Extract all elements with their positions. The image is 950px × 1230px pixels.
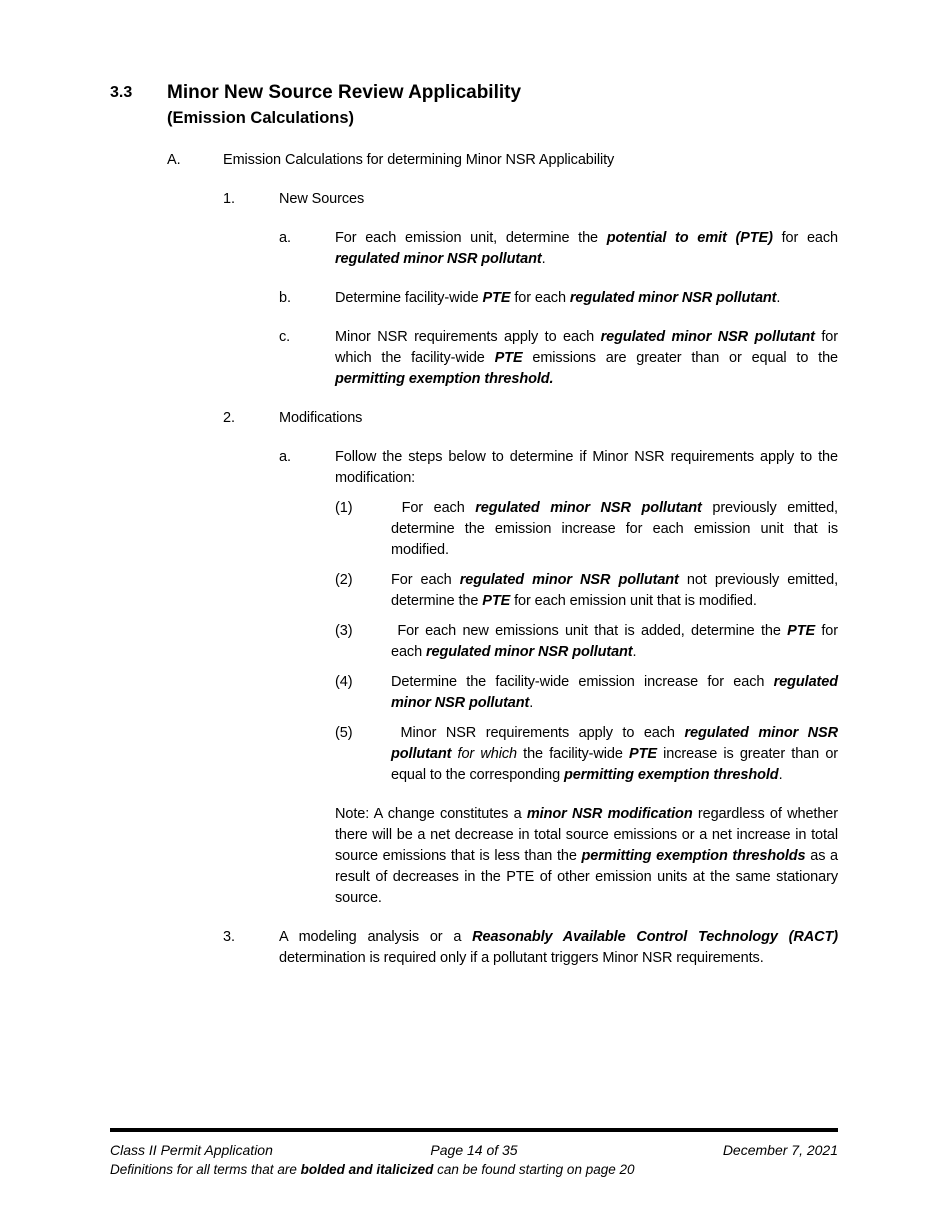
section-title: Minor New Source Review Applicability bbox=[167, 82, 522, 103]
section-number: 3.3 bbox=[110, 84, 133, 101]
item-label: 1. bbox=[223, 191, 235, 207]
list-item-1 bbox=[223, 189, 838, 210]
page-footer bbox=[110, 1128, 838, 1179]
item-body: Minor NSR requirements apply to each regulated minor NSR pollutant for which the facility-wide PTE increase is greater than or equal to the corresponding permitting exemption threshold. bbox=[391, 725, 839, 783]
item-body: Determine the facility-wide emission increase for each regulated minor NSR pollutant. bbox=[391, 674, 838, 711]
footer-document-title: Class II Permit Application bbox=[110, 1142, 273, 1158]
item-body: Determine facility-wide PTE for each regulated minor NSR pollutant. bbox=[335, 290, 781, 306]
list-item-A bbox=[167, 150, 838, 171]
item-label: 3. bbox=[223, 929, 235, 945]
list-item-2 bbox=[223, 408, 838, 429]
item-label: c. bbox=[279, 329, 291, 345]
item-label: (2) bbox=[335, 572, 353, 588]
item-label: a. bbox=[279, 449, 291, 465]
item-label: (1) bbox=[335, 500, 353, 516]
list-item-2a-3 bbox=[335, 621, 838, 663]
list-item-2a-1 bbox=[335, 498, 838, 561]
item-label: b. bbox=[279, 290, 291, 306]
footer-definitions-note: Definitions for all terms that are bolded and italicized can be found starting on page 20 bbox=[110, 1162, 635, 1177]
list-item-2a-2 bbox=[335, 570, 838, 612]
item-body: For each new emissions unit that is added, determine the PTE for each regulated minor NSR pollutant. bbox=[391, 623, 838, 660]
section-heading bbox=[110, 80, 838, 129]
footer-page-number: Page 14 of 35 bbox=[430, 1142, 518, 1158]
item-body: Modifications bbox=[279, 410, 363, 426]
list-item-1b bbox=[279, 288, 838, 309]
list-item-1a bbox=[279, 228, 838, 270]
list-item-3 bbox=[223, 927, 838, 969]
item-label: (4) bbox=[335, 674, 353, 690]
item-body: For each regulated minor NSR pollutant previously emitted, determine the emission increase for each emission unit that is modified. bbox=[391, 500, 838, 558]
note-paragraph: Note: A change constitutes a minor NSR modification regardless of whether there will be a net decrease in total source emissions or a net increase in total source emissions that is less than the permitting exemption thresholds as a result of decreases in the PTE of other emission units at the same stationary source. bbox=[335, 806, 839, 906]
item-body: A modeling analysis or a Reasonably Available Control Technology (RACT) determination is required only if a pollutant triggers Minor NSR requirements. bbox=[279, 929, 838, 966]
section-title-block bbox=[167, 80, 521, 129]
footer-line bbox=[110, 1141, 838, 1160]
item-body: Minor NSR requirements apply to each regulated minor NSR pollutant for which the facility-wide PTE emissions are greater than or equal to the permitting exemption threshold. bbox=[335, 329, 838, 387]
item-body: For each regulated minor NSR pollutant not previously emitted, determine the PTE for each emission unit that is modified. bbox=[391, 572, 838, 609]
item-label: (3) bbox=[335, 623, 353, 639]
footer-date: December 7, 2021 bbox=[722, 1142, 838, 1158]
item-label: 2. bbox=[223, 410, 235, 426]
item-label: a. bbox=[279, 230, 291, 246]
list-item-2a-4 bbox=[335, 672, 838, 714]
item-body: Follow the steps below to determine if Minor NSR requirements apply to the modification: bbox=[335, 449, 838, 486]
list-item-2a-5 bbox=[335, 723, 838, 786]
item-label: A. bbox=[167, 152, 181, 168]
list-item-1c bbox=[279, 327, 838, 390]
item-body: For each emission unit, determine the potential to emit (PTE) for each regulated minor NSR pollutant. bbox=[335, 230, 839, 267]
item-body: New Sources bbox=[279, 191, 365, 207]
item-body: Emission Calculations for determining Minor NSR Applicability bbox=[223, 152, 615, 168]
item-label: (5) bbox=[335, 725, 353, 741]
list-item-2a bbox=[279, 447, 838, 489]
section-subtitle: (Emission Calculations) bbox=[167, 109, 355, 127]
footer-rule bbox=[110, 1128, 838, 1132]
